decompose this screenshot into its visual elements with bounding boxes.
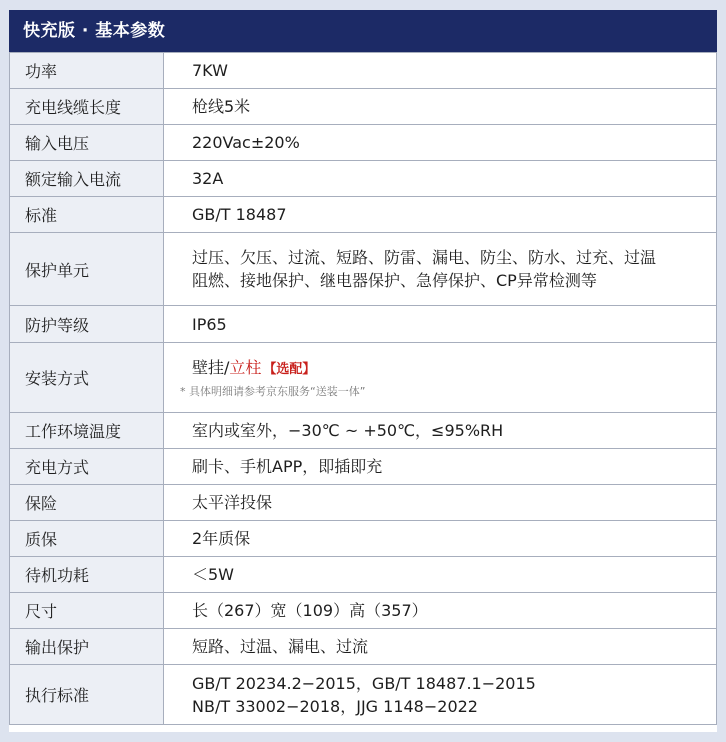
- spec-label: 尺寸: [10, 593, 164, 629]
- spec-label: 输入电压: [10, 125, 164, 161]
- spec-label: 充电线缆长度: [10, 89, 164, 125]
- spec-value: IP65: [164, 306, 717, 343]
- spec-value: 太平洋投保: [164, 485, 717, 521]
- spec-row-standard: [10, 197, 717, 233]
- spec-value: [164, 233, 717, 306]
- install-pole: 立柱: [229, 357, 262, 377]
- spec-label: 防护等级: [10, 306, 164, 343]
- install-note: * 具体明细请参考京东服务“送装一体”: [180, 384, 366, 398]
- spec-label: 充电方式: [10, 449, 164, 485]
- spec-value: 刷卡、手机APP，即插即充: [164, 449, 717, 485]
- spec-row-charging-method: [10, 449, 717, 485]
- spec-row-insurance: [10, 485, 717, 521]
- spec-value: 7KW: [164, 53, 717, 89]
- spec-value: [164, 343, 717, 413]
- spec-value: ＜5W: [164, 557, 717, 593]
- spec-label: 保护单元: [10, 233, 164, 306]
- spec-row-input-voltage: [10, 125, 717, 161]
- spec-value: 2年质保: [164, 521, 717, 557]
- install-wall: 壁挂/: [192, 357, 230, 377]
- spec-value-line: GB/T 20234.2−2015，GB/T 18487.1−2015: [192, 673, 536, 693]
- spec-value: 长（267）宽（109）高（357）: [164, 593, 717, 629]
- spec-value: 枪线5米: [164, 89, 717, 125]
- spec-row-cable-length: [10, 89, 717, 125]
- spec-value: [164, 665, 717, 725]
- spec-value: 32A: [164, 161, 717, 197]
- spec-header: 快充版 · 基本参数: [9, 10, 717, 52]
- spec-row-dimensions: [10, 593, 717, 629]
- spec-value-line: NB/T 33002−2018，JJG 1148−2022: [192, 696, 478, 716]
- spec-value: GB/T 18487: [164, 197, 717, 233]
- spec-row-standby-power: [10, 557, 717, 593]
- spec-table: [9, 52, 717, 725]
- spec-row-ip-rating: [10, 306, 717, 343]
- spec-row-output-protection: [10, 629, 717, 665]
- spec-label: 额定输入电流: [10, 161, 164, 197]
- optional-badge: 【选配】: [263, 361, 316, 377]
- spec-row-protection-units: [10, 233, 717, 306]
- spec-row-installation: [10, 343, 717, 413]
- spec-card: [9, 10, 717, 732]
- spec-value: 220Vac±20%: [164, 125, 717, 161]
- spec-label: 质保: [10, 521, 164, 557]
- spec-value-line: 过压、欠压、过流、短路、防雷、漏电、防尘、防水、过充、过温: [192, 248, 657, 267]
- spec-row-rated-current: [10, 161, 717, 197]
- spec-label: 工作环境温度: [10, 413, 164, 449]
- spec-label: 保险: [10, 485, 164, 521]
- spec-value-line: 阻燃、接地保护、继电器保护、急停保护、CP异常检测等: [192, 271, 597, 290]
- spec-row-exec-standards: [10, 665, 717, 725]
- spec-label: 执行标准: [10, 665, 164, 725]
- spec-row-operating-temp: [10, 413, 717, 449]
- spec-row-power: [10, 53, 717, 89]
- spec-label: 输出保护: [10, 629, 164, 665]
- spec-row-warranty: [10, 521, 717, 557]
- spec-value: 室内或室外，−30℃ ~ +50℃，≤95%RH: [164, 413, 717, 449]
- spec-label: 标准: [10, 197, 164, 233]
- spec-label: 功率: [10, 53, 164, 89]
- spec-value: 短路、过温、漏电、过流: [164, 629, 717, 665]
- spec-label: 待机功耗: [10, 557, 164, 593]
- spec-label: 安装方式: [10, 343, 164, 413]
